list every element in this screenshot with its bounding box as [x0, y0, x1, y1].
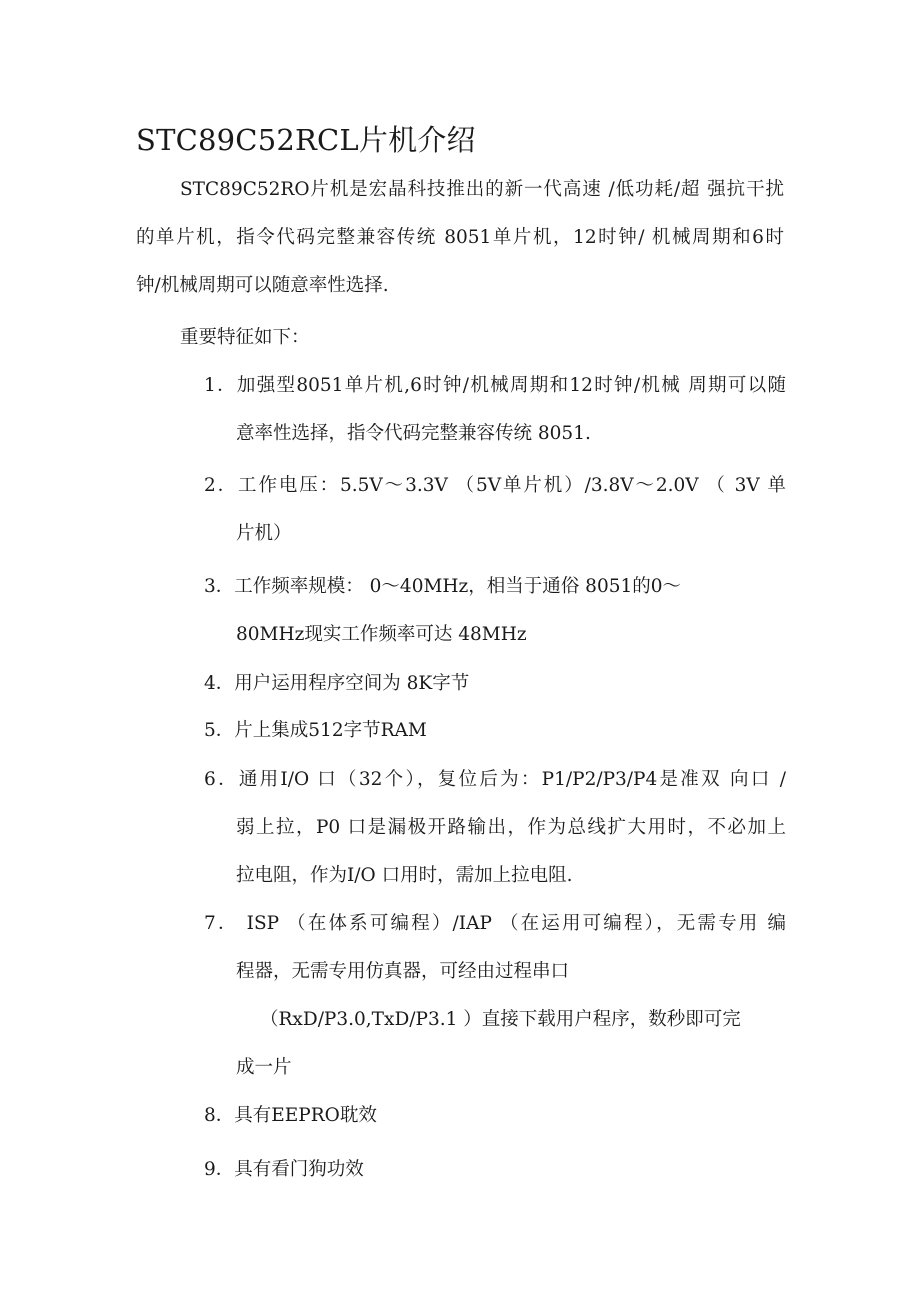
- feature-item: [204, 462, 786, 558]
- feature-line: [204, 660, 786, 708]
- feature-line: 程器，无需专用仿真器，可经由过程串口: [236, 961, 570, 982]
- feature-text: ．具有看门狗功效: [215, 1159, 364, 1180]
- features-heading: 重要特征如下：: [180, 327, 310, 348]
- intro-line: 钟/机械周期可以随意率性选择.: [136, 275, 389, 296]
- feature-text: ．用户运用程序空间为 8K字节: [215, 673, 470, 694]
- feature-line: [204, 900, 786, 948]
- feature-item: [204, 1092, 786, 1140]
- document-title: STC89C52RCL片机介绍: [136, 123, 476, 157]
- feature-text: ．工作电压：5.5V～3.3V （5V单片机）/3.8V～2.0V （ 3V 单: [215, 475, 786, 496]
- intro-line: STC89C52RO片机是宏晶科技推出的新一代高速 /低功耗/超 强抗干扰: [180, 179, 784, 200]
- feature-number: 6: [204, 769, 216, 790]
- feature-number: 9: [204, 1159, 216, 1180]
- feature-text: ．片上集成512字节RAM: [215, 720, 427, 741]
- feature-text: ．工作频率规模： 0～40MHz，相当于通俗 8051的0～: [215, 576, 682, 597]
- feature-line: 意率性选择，指令代码完整兼容传统 8051.: [236, 423, 591, 444]
- feature-line: [204, 1092, 786, 1140]
- feature-item: [204, 900, 786, 1092]
- feature-item: [204, 756, 786, 900]
- feature-number: 7: [204, 913, 216, 934]
- feature-number: 5: [204, 720, 216, 741]
- feature-item: [204, 1146, 786, 1194]
- feature-text: ．加强型8051单片机,6时钟/机械周期和12时钟/机械 周期可以随: [215, 375, 786, 396]
- feature-number: 8: [204, 1105, 216, 1126]
- feature-item: [204, 563, 786, 659]
- feature-line: 成一片: [236, 1057, 292, 1078]
- feature-line: [204, 1146, 786, 1194]
- feature-line: [204, 563, 786, 611]
- feature-line: 弱上拉，P0 口是漏极开路输出，作为总线扩大用时，不必加上: [236, 817, 786, 838]
- feature-number: 1: [204, 375, 216, 396]
- feature-text: ． ISP （在体系可编程）/IAP （在运用可编程），无需专用 编: [215, 913, 786, 934]
- feature-line: 拉电阻，作为I/O 口用时，需加上拉电阻.: [236, 865, 573, 886]
- feature-number: 2: [204, 475, 216, 496]
- feature-line: 片机）: [236, 523, 292, 544]
- feature-line: （RxD/P3.0,TxD/P3.1 ）直接下载用户程序，数秒即可完: [260, 1009, 741, 1030]
- feature-number: 4: [204, 673, 216, 694]
- intro-line: 的单片机，指令代码完整兼容传统 8051单片机，12时钟/ 机械周期和6时: [136, 227, 784, 248]
- feature-text: ．通用I/O 口（32个），复位后为：P1/P2/P3/P4是准双 向口 /: [215, 769, 786, 790]
- feature-line: [204, 756, 786, 804]
- feature-item: [204, 660, 786, 708]
- feature-line: [204, 362, 786, 410]
- feature-item: [204, 707, 786, 755]
- feature-text: ．具有EEPRO耽效: [215, 1105, 377, 1126]
- feature-item: [204, 362, 786, 458]
- intro-paragraph: [136, 166, 784, 310]
- feature-line: [204, 462, 786, 510]
- feature-number: 3: [204, 576, 216, 597]
- feature-line: [204, 707, 786, 755]
- feature-line: 80MHz现实工作频率可达 48MHz: [236, 624, 527, 645]
